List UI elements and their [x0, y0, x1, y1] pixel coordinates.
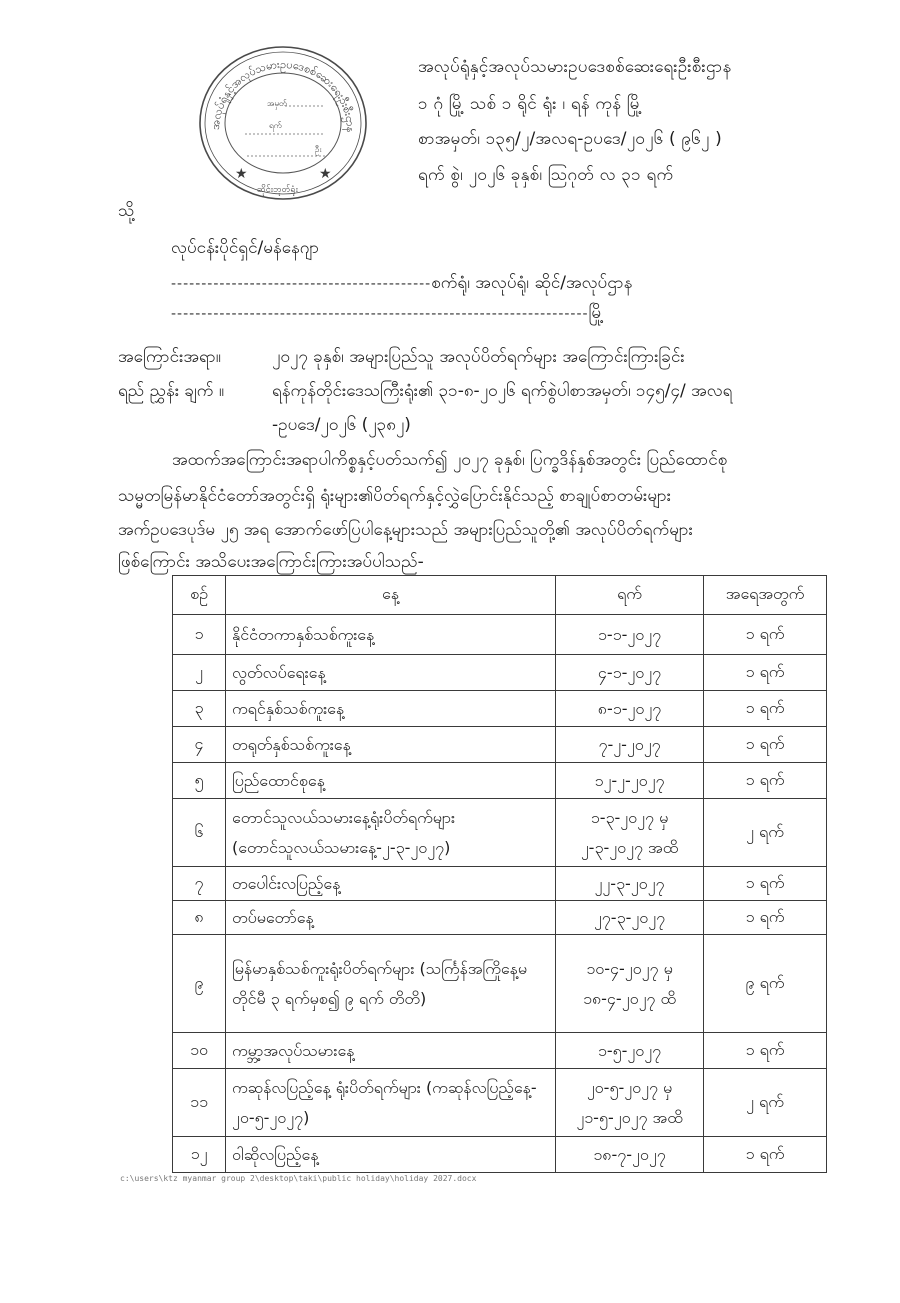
- row-day: မြန်မာနှစ်သစ်ကူးရုံးပိတ်ရက်များ (သင်္ကြန်အကြိုနေ့မတိုင်မီ ၃ ရက်မှစ၍ ၉ ရက် တိတိ): [226, 935, 556, 1033]
- paragraph-line-3: အက်ဥပဒေပုဒ်မ ၂၅ အရ အောက်ဖော်ပြပါနေ့များသည် အများပြည်သူတို့၏ အလုပ်ပိတ်ရက်များ: [118, 520, 693, 540]
- row-date: ၁-၃-၂၀၂၇ မှ ၂-၃-၂၀၂၇ အထိ: [556, 799, 704, 867]
- table-row: [173, 691, 827, 727]
- row-no: ၂: [173, 655, 226, 691]
- row-count: ၂ ရက်: [704, 1069, 827, 1137]
- recipient-title: လုပ်ငန်းပိုင်ရှင်/မန်နေဂျာ: [171, 238, 320, 258]
- row-no: ၁၀: [173, 1033, 226, 1069]
- table-row: [173, 1069, 827, 1137]
- row-count: ၂ ရက်: [704, 799, 827, 867]
- row-no: ၇: [173, 867, 226, 901]
- header-date: ရက်: [556, 576, 704, 615]
- row-count: ၁ ရက်: [704, 867, 827, 901]
- row-no: ၆: [173, 799, 226, 867]
- svg-text:အလုပ်ရုံနှင့်အလုပ်သမားဥပဒေစစ်ဆ: [209, 58, 357, 133]
- table-row: [173, 655, 827, 691]
- row-date: ၄-၁-၂၀၂၇: [556, 655, 704, 691]
- row-no: ၄: [173, 727, 226, 763]
- recipient-line-2-dashes: ---------------------------------------------------------------------: [171, 306, 589, 322]
- table-row: [173, 867, 827, 901]
- table-row: [173, 615, 827, 655]
- row-day: တပေါင်းလပြည့်နေ့: [226, 867, 556, 901]
- row-day: တရုတ်နှစ်သစ်ကူးနေ့: [226, 727, 556, 763]
- row-date: ၂၇-၃-၂၀၂၇: [556, 901, 704, 935]
- row-count: ၁ ရက်: [704, 1137, 827, 1173]
- subject-label: အကြောင်းအရာ။: [118, 347, 221, 367]
- row-count: ၉ ရက်: [704, 935, 827, 1033]
- table-row: [173, 1033, 827, 1069]
- row-day: တပ်မတော်နေ့: [226, 901, 556, 935]
- row-date: ၇-၂-၂၀၂၇: [556, 727, 704, 763]
- row-count: ၁ ရက်: [704, 691, 827, 727]
- seal-star-left-icon: ★: [235, 166, 248, 182]
- row-date: ၁၀-၄-၂၀၂၇ မှ ၁၈-၄-၂၀၂၇ ထိ: [556, 935, 704, 1033]
- row-date: ၁၂-၂-၂၀၂၇: [556, 763, 704, 799]
- reference-line-2: -ဥပဒေ/၂၀၂၆ (၂၃၈၂): [272, 415, 411, 435]
- reference-line-1: ရန်ကုန်တိုင်းဒေသကြီးရုံး၏ ၃၁-၈-၂၀၂၆ ရက်စွဲပါစာအမှတ်၊ ၁၄၅/၄/ အလရ: [272, 381, 733, 401]
- row-day: ဝါဆိုလပြည့်နေ့: [226, 1137, 556, 1173]
- row-no: ၅: [173, 763, 226, 799]
- table-row: [173, 799, 827, 867]
- header-count: အရေအတွက်: [704, 576, 827, 615]
- row-day: တောင်သူလယ်သမားနေ့ရုံးပိတ်ရက်များ (တောင်သူလယ်သမားနေ့-၂-၃-၂၀၂၇): [226, 799, 556, 867]
- row-date: ၁-၅-၂၀၂၇: [556, 1033, 704, 1069]
- reference-label: ရည် ညွှန်း ချက် ။: [118, 381, 224, 401]
- paragraph-line-1: အထက်အကြောင်းအရာပါကိစ္စနှင့်ပတ်သက်၍ ၂၀၂၇ ခုနှစ်၊ ပြက္ခဒိန်နှစ်အတွင်း ပြည်ထောင်စု: [172, 450, 728, 470]
- header-no: စဉ်: [173, 576, 226, 615]
- row-date: ၁-၁-၂၀၂၇: [556, 615, 704, 655]
- row-no: ၁၂: [173, 1137, 226, 1173]
- row-count: ၁ ရက်: [704, 1033, 827, 1069]
- row-date: ၈-၁-၂၀၂၇: [556, 691, 704, 727]
- row-no: ၁၁: [173, 1069, 226, 1137]
- row-date: ၁၈-၇-၂၀၂၇: [556, 1137, 704, 1173]
- row-day: ကမ္ဘာ့အလုပ်သမားနေ့: [226, 1033, 556, 1069]
- table-row: [173, 727, 827, 763]
- letter-date: ရက် စွဲ၊ ၂၀၂၆ ခုနှစ်၊ ဩဂုတ် လ ၃၁ ရက်: [418, 165, 674, 185]
- row-date: ၂၀-၅-၂၀၂၇ မှ ၂၁-၅-၂၀၂၇ အထိ: [556, 1069, 704, 1137]
- row-no: ၃: [173, 691, 226, 727]
- row-count: ၁ ရက်: [704, 727, 827, 763]
- recipient-line-2-suffix: မြို့: [588, 303, 604, 323]
- paragraph-line-4: ဖြစ်ကြောင်း အသိပေးအကြောင်းကြားအပ်ပါသည်-: [118, 552, 424, 572]
- office-name: အလုပ်ရုံနှင့်အလုပ်သမားဥပဒေစစ်ဆေးရေးဦးစီးဌာန: [418, 57, 732, 77]
- row-no: ၉: [173, 935, 226, 1033]
- row-day: ပြည်ထောင်စုနေ့: [226, 763, 556, 799]
- row-no: ၈: [173, 901, 226, 935]
- recipient-line-1: [171, 272, 632, 297]
- seal-line-2: ရက်: [269, 121, 282, 130]
- recipient-to: သို့: [118, 201, 135, 221]
- table-row: [173, 901, 827, 935]
- seal-line-1: အမှတ်: [267, 99, 287, 108]
- letter-number: စာအမှတ်၊ ၁၃၅/၂/အလရ-ဥပဒေ/၂၀၂၆ ( ၉၆၂ ): [418, 129, 722, 149]
- table-row: [173, 1137, 827, 1173]
- seal-ring-text: အလုပ်ရုံနှင့်အလုပ်သမားဥပဒေစစ်ဆေးရေးဦးစီးဌာန: [208, 57, 358, 133]
- table-row: [173, 935, 827, 1033]
- footer-file-path: c:\users\ktz myanmar group 2\desktop\taki\public holiday\holiday 2027.docx: [120, 1174, 477, 1183]
- row-count: ၁ ရက်: [704, 901, 827, 935]
- row-count: ၁ ရက်: [704, 655, 827, 691]
- row-date: ၂၂-၃-၂၀၂၇: [556, 867, 704, 901]
- row-no: ၁: [173, 615, 226, 655]
- recipient-line-1-suffix: စက်ရုံ၊ အလုပ်ရုံ၊ ဆိုင်/အလုပ်ဌာန: [431, 273, 633, 293]
- table-header-row: [173, 576, 827, 615]
- row-day: နိုင်ငံတကာနှစ်သစ်ကူးနေ့: [226, 615, 556, 655]
- row-day: ကရင်နှစ်သစ်ကူးနေ့: [226, 691, 556, 727]
- row-day: လွတ်လပ်ရေးနေ့: [226, 655, 556, 691]
- header-day: နေ့: [226, 576, 556, 615]
- recipient-line-1-dashes: -------------------------------------------: [171, 276, 432, 292]
- recipient-line-2: [171, 302, 604, 327]
- subject-text: ၂၀၂၇ ခုနှစ်၊ အများပြည်သူ အလုပ်ပိတ်ရက်များ အကြောင်းကြားခြင်း: [272, 347, 685, 367]
- holiday-table: [172, 575, 827, 1173]
- office-seal: [197, 44, 369, 202]
- row-count: ၁ ရက်: [704, 763, 827, 799]
- row-day: ကဆုန်လပြည့်နေ့ ရုံးပိတ်ရက်များ (ကဆုန်လပြည့်နေ့- ၂၀-၅-၂၀၂၇): [226, 1069, 556, 1137]
- office-address: ၁ ဂုံ မြို့ သစ် ၁ ရိုင် ရုံး ၊ ရန် ကုန် မြို့: [418, 94, 643, 114]
- row-count: ၁ ရက်: [704, 615, 827, 655]
- paragraph-line-2: သမ္မတမြန်မာနိုင်ငံတော်အတွင်းရှိ ရုံးများ၏ပိတ်ရက်နှင့်လွှဲပြောင်းနိုင်သည့် စာချုပ်စာတမ်းများ: [118, 486, 672, 506]
- seal-bottom-text: ဆိုင်းဘုတ်ရုံး: [257, 185, 298, 195]
- table-row: [173, 763, 827, 799]
- seal-star-right-icon: ★: [319, 166, 332, 182]
- seal-line-3: ဦး: [315, 145, 322, 154]
